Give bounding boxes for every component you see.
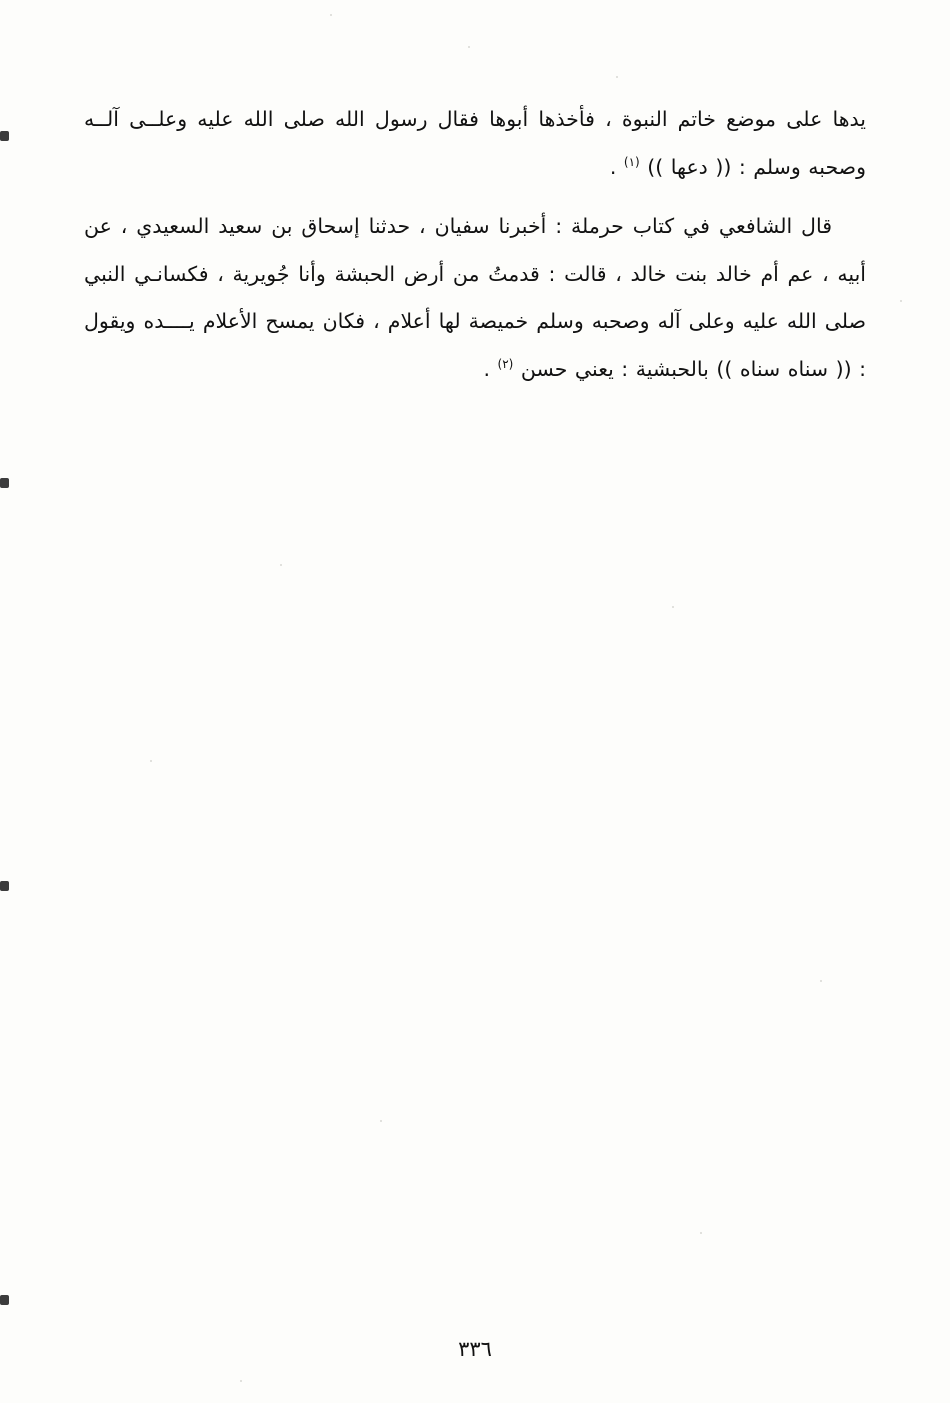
scan-speckle — [380, 1120, 382, 1122]
footnote-marker: (١) — [623, 154, 640, 169]
paragraph-text: قال الشافعي في كتاب حرملة : أخبرنا سفيان ، حدثنا إسحاق بن سعيد السعيدي ، عن أبيه ، عم أم خالد بنت خالد ، قالت : قدمتُ من أرض الحبشة وأنا جُويرية ، فكسانـي النبي صلى الله عليه وعلى آله وصحبه وسلم خميصة لها أعلام ، فكان يمسح الأعلام يــــده ويقول : (( سناه سناه )) بالحبشية : يعني حسن — [84, 214, 866, 381]
footnote-marker: (٢) — [497, 356, 514, 371]
page-number: ٣٣٦ — [458, 1337, 492, 1361]
scan-speckle — [468, 46, 470, 48]
scan-edge-mark — [0, 881, 9, 891]
scan-speckle — [150, 760, 152, 762]
scan-edge-mark — [0, 131, 9, 141]
scan-speckle — [700, 1232, 702, 1234]
paragraph — [84, 96, 866, 191]
paragraph-tail: . — [483, 356, 498, 381]
scan-edge-mark — [0, 1295, 9, 1305]
paragraph-text: يدها على موضع خاتم النبوة ، فأخذها أبوها فقال رسول الله صلى الله عليه وعلــى آلــه وصحبه وسلم : (( دعها )) — [84, 107, 866, 179]
scan-speckle — [672, 606, 674, 608]
paragraph-tail: . — [609, 154, 624, 179]
scan-speckle — [240, 1380, 242, 1382]
body-text — [84, 96, 866, 395]
scan-speckle — [820, 980, 822, 982]
paragraph — [84, 203, 866, 393]
scan-speckle — [280, 564, 282, 566]
scan-speckle — [330, 14, 332, 16]
scan-speckle — [900, 300, 902, 302]
scan-speckle — [616, 76, 618, 78]
scan-edge-mark — [0, 478, 9, 488]
